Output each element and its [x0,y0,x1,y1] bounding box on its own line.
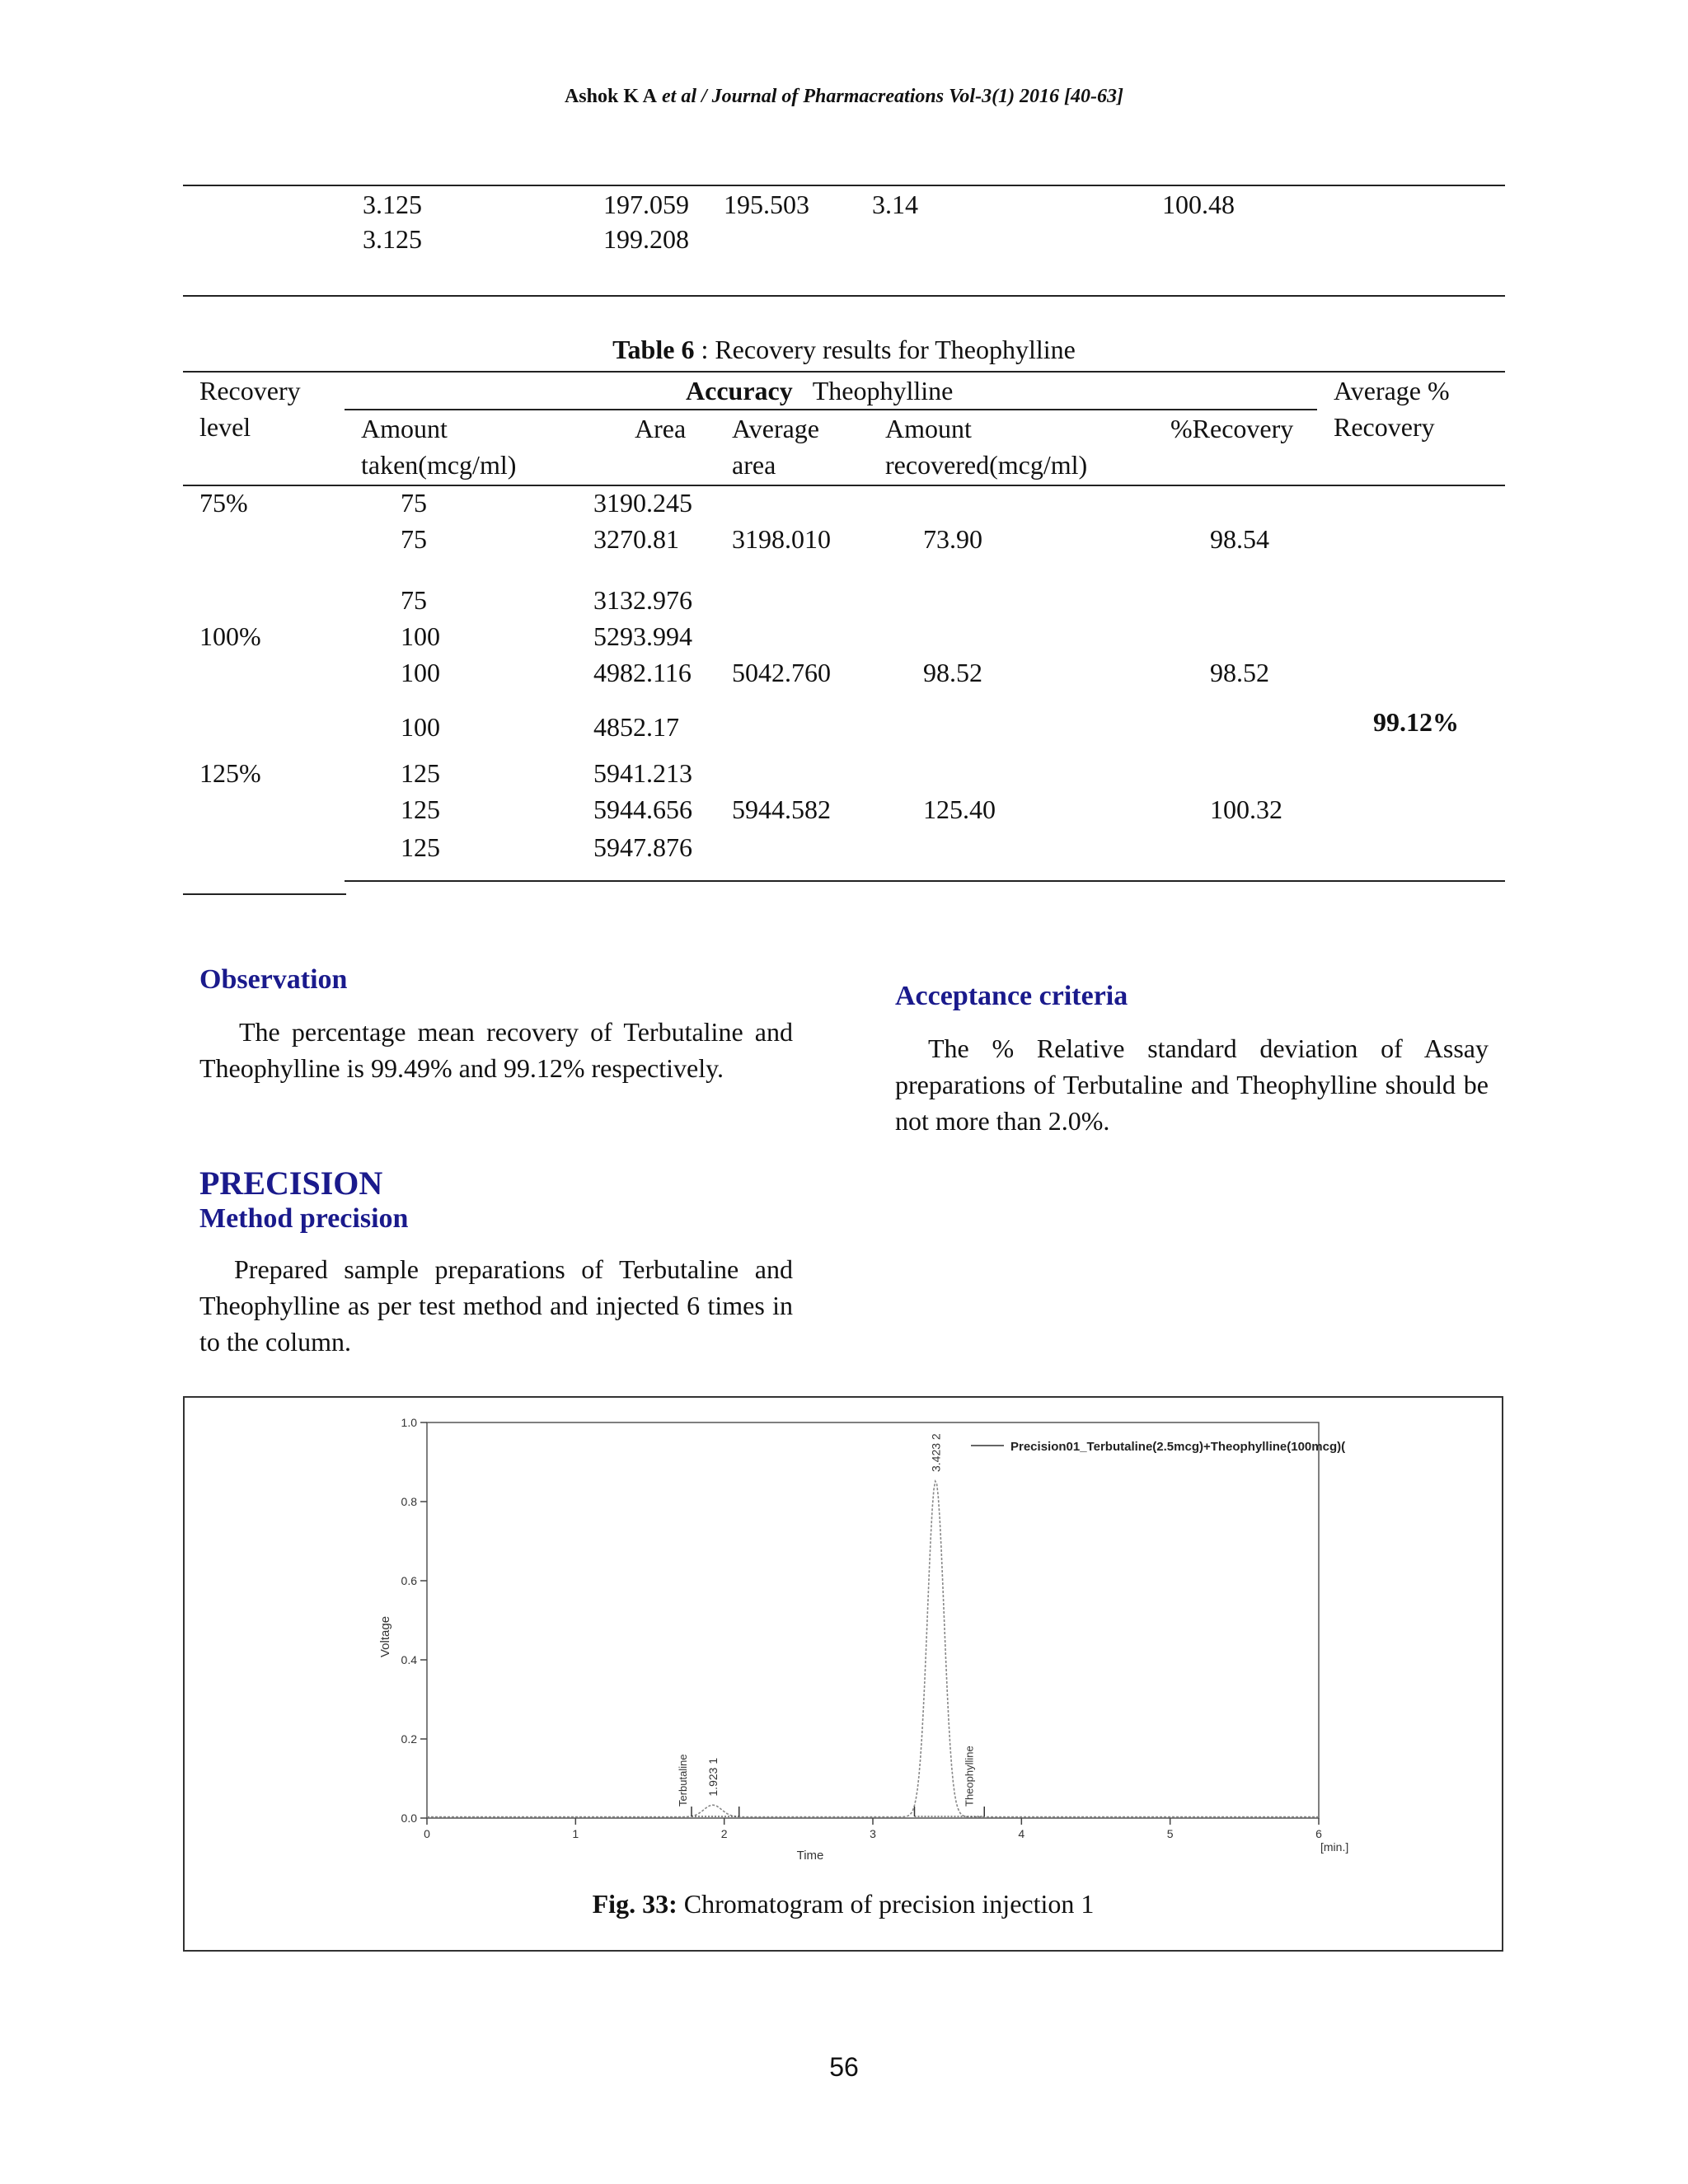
cell-average-area: 5944.582 [732,794,831,824]
cell-area: 5941.213 [593,758,692,788]
table-caption [0,335,1688,365]
acceptance-heading: Acceptance criteria [895,981,1128,1011]
sub-header-area: Area [635,414,687,443]
prev-table-cell: 3.125 [363,224,422,254]
page-number: 56 [829,2052,859,2082]
x-tick-label: 3 [870,1827,876,1840]
header-bottom-rule [183,485,1505,486]
header-authors: Ashok K A [564,86,658,107]
cell-amount-taken: 75 [401,488,427,518]
acceptance-text: The % Relative standard deviation of Assay preparations of Terbutaline and Theophylline should be not more than 2.0%. [895,1033,1489,1136]
peak-rt-label: 3.423 2 [929,1433,943,1472]
peak-rt-label: 1.923 1 [706,1757,720,1797]
running-header [0,86,1688,108]
y-tick-label: 0.2 [401,1732,417,1746]
cell-area: 5293.994 [593,621,692,651]
group-header: Accuracy Theophylline [686,376,954,405]
y-tick-label: 0.0 [401,1811,417,1825]
y-tick-label: 0.8 [401,1495,417,1508]
precision-heading: PRECISION [199,1165,383,1202]
x-unit-label: [min.] [1320,1840,1349,1854]
col-recovery-level: Recovery [199,376,301,405]
peak-compound-label: Terbutaline [676,1754,689,1807]
header-etal: et al [657,86,697,107]
col-recovery-level: level [199,412,251,442]
sub-header-average-area: Average [732,414,819,443]
level-100: 100% [199,621,261,651]
cell-amount-taken: 125 [401,832,440,862]
figure-caption-text: Chromatogram of precision injection 1 [677,1889,1095,1919]
cell-average-area: 5042.760 [732,658,831,687]
chromatogram-chart [185,1398,1502,1892]
cell-amount-recovered: 125.40 [923,794,996,824]
cell-area: 5944.656 [593,794,692,824]
x-tick-label: 2 [720,1827,728,1840]
cell-recovery: 98.54 [1210,524,1269,554]
cell-area: 5947.876 [593,832,692,862]
col-average-recovery: Average % [1334,376,1450,405]
cell-area: 4852.17 [593,712,679,742]
cell-amount-recovered: 98.52 [923,658,982,687]
figure-box [183,1396,1503,1952]
precision-text: Prepared sample preparations of Terbutaline and Theophylline as per test method and injected 6 times in to the column. [199,1254,793,1357]
header-journal: / Journal of Pharmacreations Vol-3(1) 2016 [40-63] [696,86,1124,107]
plot-frame [427,1422,1319,1818]
cell-amount-taken: 75 [401,585,427,615]
y-tick-label: 1.0 [401,1416,417,1429]
table-bottom-rule [345,880,1505,882]
x-tick-label: 4 [1018,1827,1025,1840]
cell-recovery: 100.32 [1210,794,1282,824]
cell-amount-taken: 75 [401,524,427,554]
table-top-rule [183,371,1505,373]
x-tick-label: 6 [1315,1827,1322,1840]
col-average-recovery: Recovery [1334,412,1435,442]
table-caption-text: : Recovery results for Theophylline [694,335,1076,364]
x-tick-label: 1 [572,1827,579,1840]
overall-average-recovery: 99.12% [1373,707,1459,737]
peak-compound-label: Theophylline [963,1746,976,1807]
figure-caption-label: Fig. 33: [592,1889,678,1919]
method-precision-heading: Method precision [199,1203,409,1234]
table-caption-label: Table 6 [612,335,695,364]
sub-header-amount-recovered: recovered(mcg/ml) [885,450,1088,480]
legend-label: Precision01_Terbutaline(2.5mcg)+Theophylline(100mcg)( [1010,1440,1346,1454]
cell-recovery: 98.52 [1210,658,1269,687]
x-axis-label: Time [796,1849,824,1863]
cell-area: 3190.245 [593,488,692,518]
x-tick-label: 5 [1166,1827,1174,1840]
observation-text: The percentage mean recovery of Terbutaline and Theophylline is 99.49% and 99.12% respectively. [199,1017,793,1083]
prev-table-bottom-rule [183,295,1505,297]
sub-header-recovery: %Recovery [1170,414,1294,443]
x-tick-label: 0 [424,1827,430,1840]
group-header-rule [345,409,1317,410]
cell-area: 3132.976 [593,585,692,615]
y-axis-label: Voltage [378,1615,392,1658]
level-125: 125% [199,758,261,788]
cell-amount-taken: 100 [401,712,440,742]
sub-header-amount-taken: taken(mcg/ml) [361,450,517,480]
cell-average-area: 3198.010 [732,524,831,554]
figure-caption [185,1889,1502,1919]
level-75: 75% [199,488,248,518]
chromatogram-trace [427,1481,1319,1816]
prev-table-cell: 197.059 [603,190,689,219]
prev-table-cell: 3.125 [363,190,422,219]
prev-table-cell: 195.503 [724,190,809,219]
cell-area: 3270.81 [593,524,679,554]
cell-amount-taken: 125 [401,758,440,788]
sub-header-average-area: area [732,450,776,480]
sub-header-amount-recovered: Amount [885,414,972,443]
cell-area: 4982.116 [593,658,692,687]
prev-table-cell: 3.14 [872,190,918,219]
y-tick-label: 0.4 [401,1653,417,1666]
cell-amount-taken: 100 [401,621,440,651]
cell-amount-recovered: 73.90 [923,524,982,554]
table-bottom-rule-left [183,893,346,895]
prev-table-cell: 199.208 [603,224,689,254]
prev-table-top-rule [183,185,1505,186]
prev-table-cell: 100.48 [1162,190,1235,219]
observation-heading: Observation [199,964,348,995]
cell-amount-taken: 125 [401,794,440,824]
sub-header-amount-taken: Amount [361,414,448,443]
y-tick-label: 0.6 [401,1574,417,1587]
cell-amount-taken: 100 [401,658,440,687]
